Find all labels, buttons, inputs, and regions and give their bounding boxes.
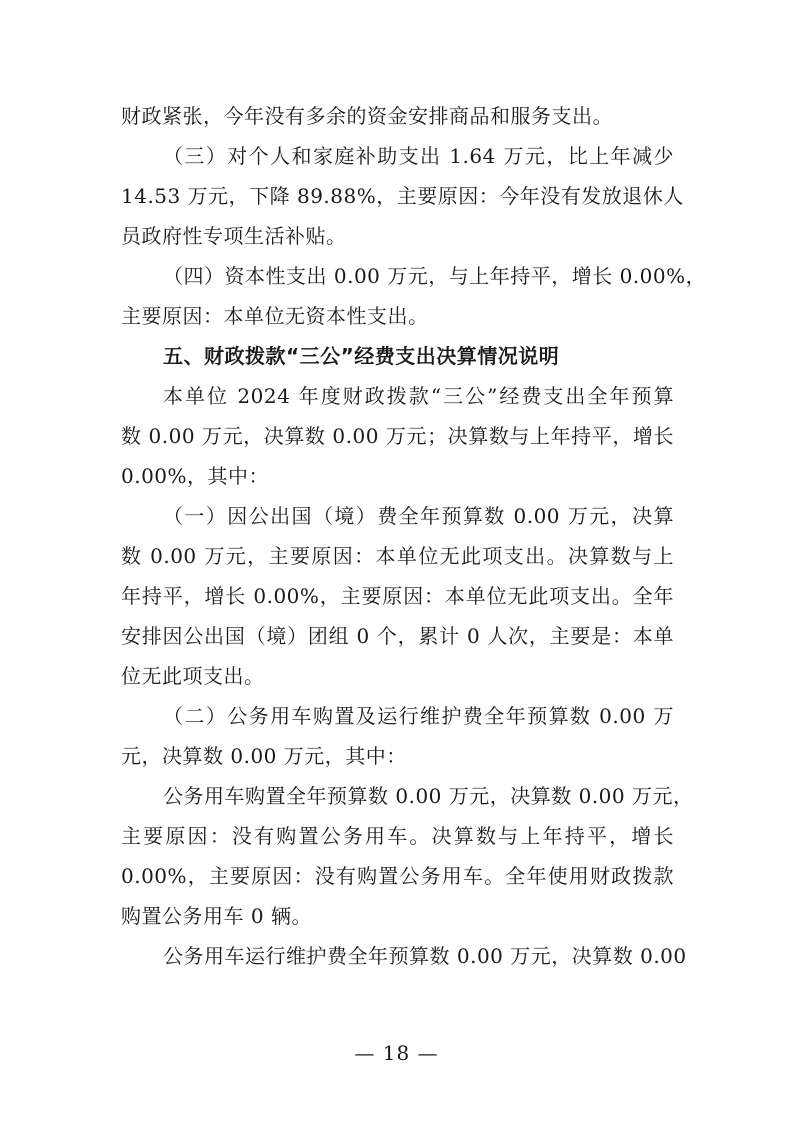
paragraph-line: 主要原因：没有购置公务用车。决算数与上年持平，增长 — [121, 824, 674, 848]
paragraph-line: 公务用车运行维护费全年预算数 0.00 万元，决算数 0.00 — [163, 944, 687, 968]
paragraph-line: 数 0.00 万元，主要原因：本单位无此项支出。决算数与上 — [121, 544, 674, 568]
paragraph-line: 员政府性专项生活补贴。 — [121, 224, 347, 248]
paragraph-line: 财政紧张，今年没有多余的资金安排商品和服务支出。 — [121, 104, 613, 128]
paragraph-line: （四）资本性支出 0.00 万元，与上年持平，增长 0.00%， — [163, 264, 707, 288]
paragraph-line: 0.00%，其中： — [121, 464, 270, 488]
paragraph-line: 公务用车购置全年预算数 0.00 万元，决算数 0.00 万元， — [163, 784, 694, 808]
paragraph-line: 年持平，增长 0.00%，主要原因：本单位无此项支出。全年 — [121, 584, 674, 608]
document-body — [121, 96, 707, 976]
paragraph-line: 本单位 2024 年度财政拨款“三公”经费支出全年预算 — [163, 384, 674, 408]
page-number: — 18 — — [354, 1041, 439, 1065]
paragraph-line: 数 0.00 万元，决算数 0.00 万元；决算数与上年持平，增长 — [121, 424, 674, 448]
paragraph-line: （一）因公出国（境）费全年预算数 0.00 万元，决算 — [163, 504, 674, 528]
paragraph-line: 安排因公出国（境）团组 0 个，累计 0 人次，主要是：本单 — [121, 624, 674, 648]
paragraph-line: 位无此项支出。 — [121, 664, 265, 688]
paragraph-line: （二）公务用车购置及运行维护费全年预算数 0.00 万 — [163, 704, 674, 728]
paragraph-line: 主要原因：本单位无资本性支出。 — [121, 304, 429, 328]
paragraph-line: 购置公务用车 0 辆。 — [121, 904, 312, 928]
paragraph-line: 元，决算数 0.00 万元，其中： — [121, 744, 407, 768]
section-heading: 五、财政拨款“三公”经费支出决算情况说明 — [163, 344, 560, 368]
paragraph-line: 0.00%，主要原因：没有购置公务用车。全年使用财政拨款 — [121, 864, 674, 888]
paragraph-line: 14.53 万元，下降 89.88%，主要原因：今年没有发放退休人 — [121, 184, 684, 208]
paragraph-line: （三）对个人和家庭补助支出 1.64 万元，比上年减少 — [163, 144, 674, 168]
